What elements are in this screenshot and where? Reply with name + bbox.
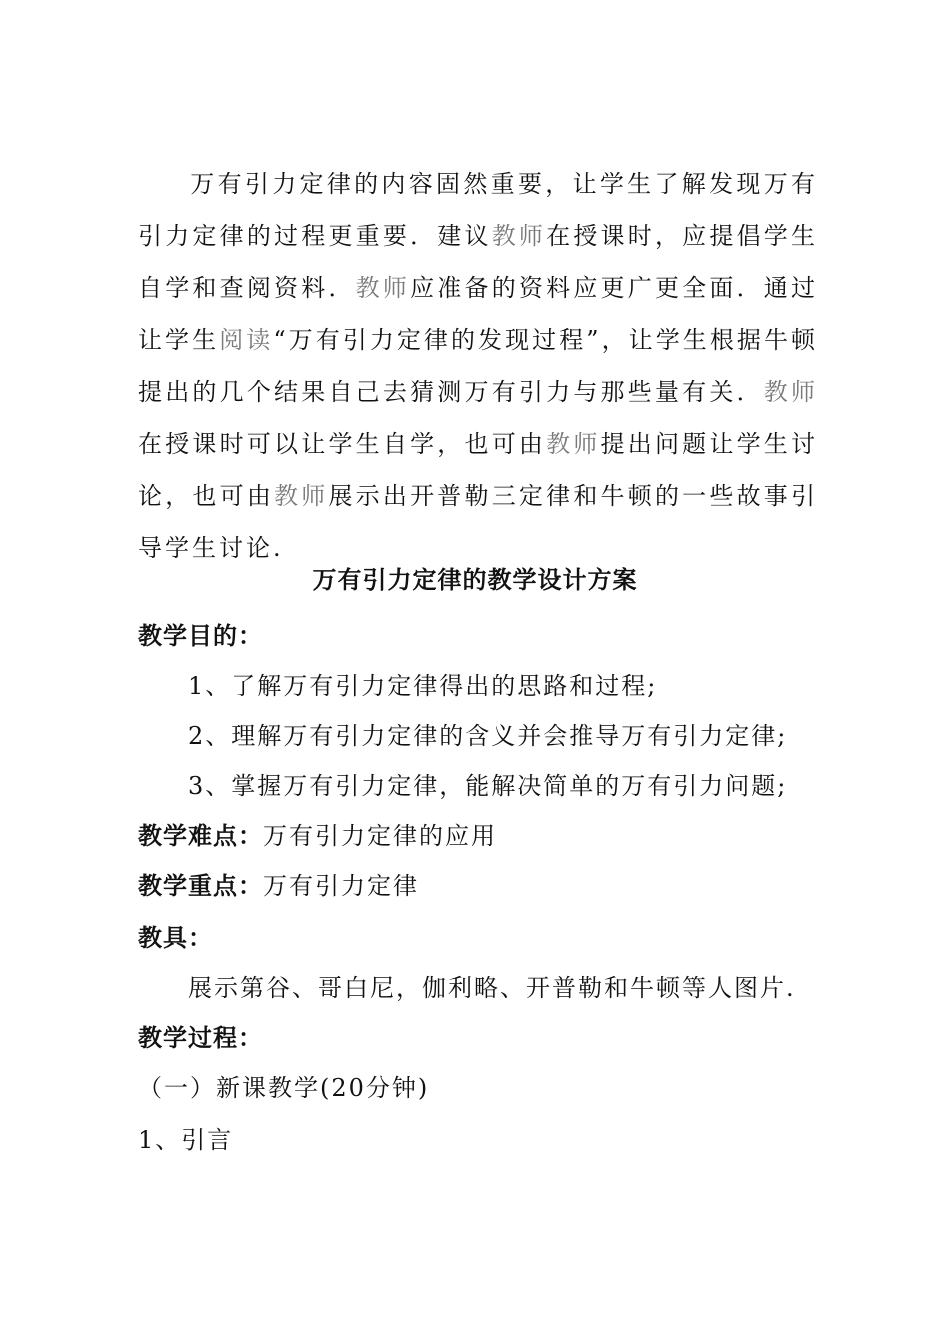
tools-heading (138, 918, 213, 953)
difficulty-row (138, 816, 497, 851)
intro-term-teacher-4: 教师 (546, 430, 601, 458)
objective-item-1: 1、了解万有引力定律得出的思路和过程; (188, 672, 658, 700)
intro-text-3: 应准备的资料应更广更全面．通过让学生 (138, 274, 819, 354)
intro-term-teacher-5: 教师 (274, 482, 329, 510)
intro-text-1: 万有引力定律的内容固然重要，让学生了解发现万有引力定律的过程更重要．建议 (138, 170, 818, 250)
difficulty-text: 万有引力定律的应用 (263, 822, 497, 850)
intro-term-teacher-2: 教师 (355, 274, 411, 302)
intro-term-reading: 阅读 (219, 326, 274, 354)
intro-text-2: 在授课时，应提倡学生自学和查阅资料． (138, 222, 819, 302)
intro-term-teacher-1: 教师 (491, 222, 547, 250)
key-point-row (138, 866, 419, 901)
objective-item-3: 3、掌握万有引力定律，能解决简单的万有引力问题; (188, 772, 788, 800)
process-section: （一）新课教学(20分钟) (138, 1074, 430, 1102)
objective-item-2: 2、理解万有引力定律的含义并会推导万有引力定律; (188, 722, 788, 750)
process-subsection: 1、引言 (138, 1126, 234, 1154)
key-point-text: 万有引力定律 (263, 872, 419, 900)
intro-text-4: “万有引力定律的发现过程”，让学生根据牛顿提出的几个结果自己去猜测万有引力与那些量有关． (138, 326, 819, 406)
process-label: 教学过程： (138, 1024, 263, 1052)
objectives-label: 教学目的： (138, 622, 263, 650)
key-point-label: 教学重点： (138, 872, 263, 900)
intro-text-7: 展示出开普勒三定律和牛顿的一些故事引导学生讨论. (138, 482, 819, 562)
tools-label: 教具： (138, 924, 213, 952)
intro-text-5: 在授课时可以让学生自学，也可由 (138, 430, 547, 458)
tools-text: 展示第谷、哥白尼，伽利略、开普勒和牛顿等人图片. (188, 974, 796, 1002)
intro-paragraph (138, 158, 818, 574)
intro-text-6: 提出问题让学生讨论，也可由 (138, 430, 819, 510)
document-title: 万有引力定律的教学设计方案 (312, 566, 638, 594)
objectives-heading (138, 616, 263, 651)
intro-term-teacher-3: 教师 (763, 378, 819, 406)
process-heading (138, 1018, 263, 1053)
difficulty-label: 教学难点： (138, 822, 263, 850)
